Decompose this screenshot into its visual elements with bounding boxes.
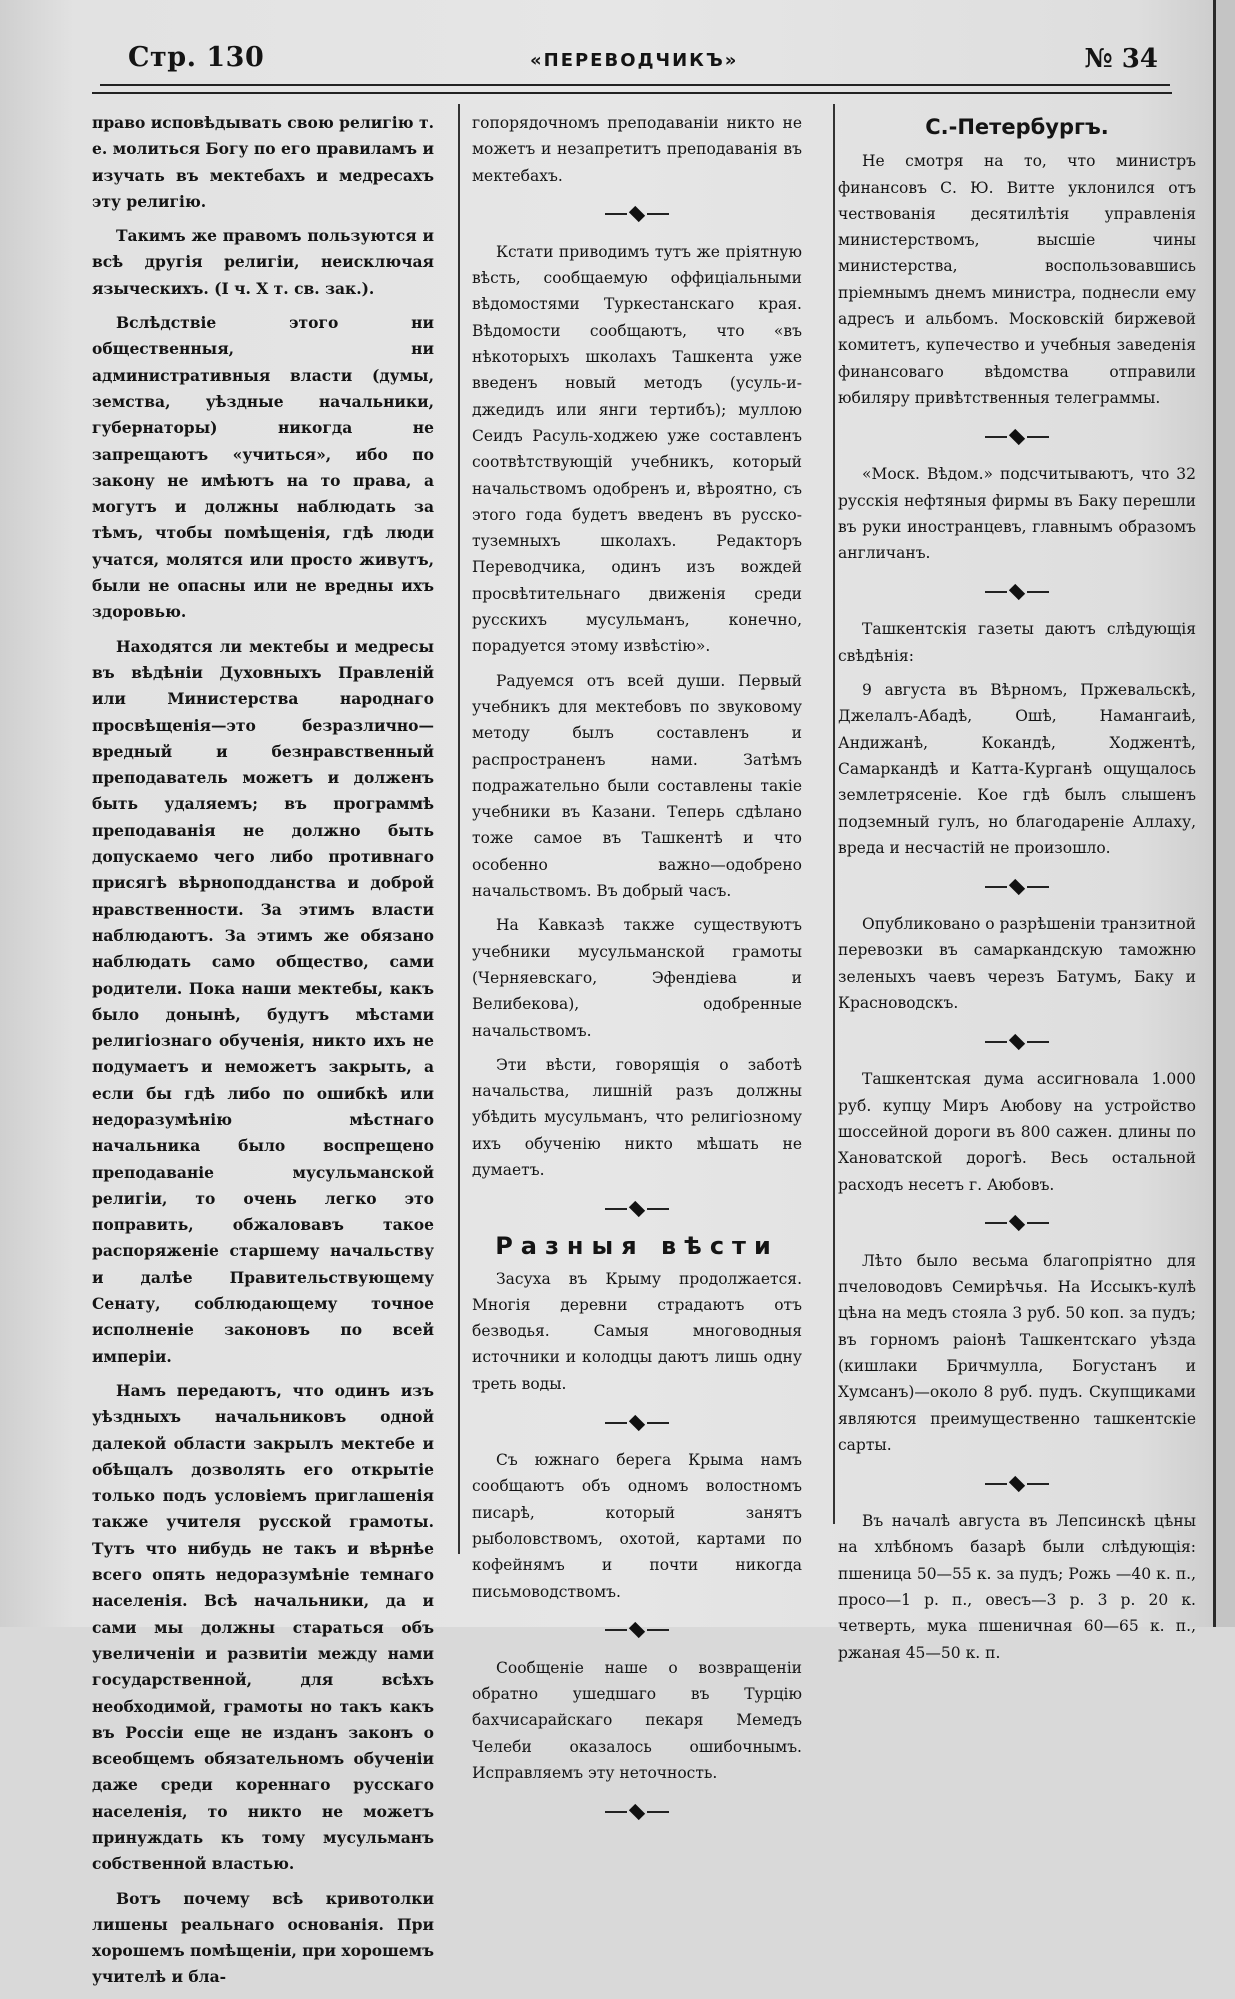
diamond-ornament-icon [1009,878,1025,894]
diamond-ornament-icon [1009,1034,1025,1050]
ornament-divider [838,1206,1196,1240]
page-number: Стр. 130 [128,42,265,73]
header-rule-bottom [92,92,1172,94]
article-paragraph: Намъ передаютъ, что одинъ изъ уѣздныхъ начальниковъ одной далекой области закрылъ мектебе и обѣщалъ дозволять его открытіе только подъ условіемъ приглашенія также учителя русской грамоты. Тутъ что нибудь не такъ и вѣрнѣе всего опять недоразумѣніе темнаго населенія. Всѣ начальники, да и сами мы должны стараться объ увеличеніи и развитіи между нами государственной, для всѣхъ необходимой, грамоты но такъ какъ въ Россіи еще не изданъ законъ о всеобщемъ обязательномъ обученіи даже среди кореннаго русскаго населенія, то никто не можетъ принуждать къ тому мусульманъ собственной властью. [92,1380,434,1874]
ornament-divider [472,1405,802,1439]
article-paragraph: Кстати приводимъ тутъ же пріятную вѣсть, сообщаемую оффиціальными вѣдомостями Туркестанскаго края. Вѣдомости сообщаютъ, что «въ нѣкоторыхъ школахъ Ташкента уже введенъ новый методъ (усуль-и-джедидъ или янги тертибъ); муллою Сеидъ Расуль-ходжею уже составленъ соотвѣтствующій учебникъ, который начальствомъ одобренъ и, вѣроятно, съ этого года будетъ введенъ въ русско-туземныхъ школахъ. Редакторъ Переводчика, одинъ изъ вождей просвѣтительнаго движенія среди русскихъ мусульманъ, конечно, порадуется этому извѣстію». [472,242,802,656]
news-item: 9 августа въ Вѣрномъ, Пржевальскѣ, Джелалъ-Абадѣ, Ошѣ, Намангаиѣ, Андижанѣ, Кокандѣ, Ходжентѣ, Самаркандѣ и Катта-Курганѣ ощущалось землетрясеніе. Кое гдѣ былъ слышенъ подземный гулъ, но благодареніе Аллаху, вреда и несчастій не произошло. [838,681,1196,857]
section-heading: С.-Петербургъ. [925,115,1109,139]
diamond-ornament-icon [1009,1215,1025,1231]
news-item: Сообщеніе наше о возвращеніи обратно ушедшаго въ Турцію бахчисарайскаго пекаря Мемедъ Челеби оказалось ошибочнымъ. Исправляемъ эту неточность. [472,1658,802,1783]
diamond-ornament-icon [629,206,645,222]
news-item: «Моск. Вѣдом.» подсчитываютъ, что 32 русскія нефтяныя фирмы въ Баку перешли въ руки иностранцевъ, главнымъ образомъ англичанъ. [838,465,1196,563]
ornament-divider [472,1191,802,1225]
issue-number: № 34 [1084,44,1158,74]
diamond-ornament-icon [629,1804,645,1820]
ornament-divider [838,574,1196,608]
header-rule-top [100,84,1170,86]
ornament-divider [472,197,802,231]
article-paragraph: Вслѣдствіе этого ни общественныя, ни административныя власти (думы, земства, уѣздные начальники, губернаторы) никогда не запрещаютъ «учиться», ибо по закону не имѣютъ на то права, а могутъ и должны наблюдать за тѣмъ, чтобы помѣщенія, гдѣ люди учатся, молятся или просто живутъ, были не опасны или не вредны ихъ здоровью. [92,313,434,622]
article-paragraph: Находятся ли мектебы и медресы въ вѣдѣніи Духовныхъ Правленій или Министерства народнаго просвѣщенія—это безразлично—вредный и безнравственный преподаватель можетъ и долженъ быть удаляемъ; въ программѣ преподаванія не должно быть допускаемо чего либо противнаго присягѣ вѣрноподданства и доброй нравственности. За этимъ власти наблюдаютъ. За этимъ же обязано наблюдать само общество, сами родители. Пока наши мектебы, какъ было донынѣ, будутъ мѣстами религіознаго обученія, никто ихъ не подумаетъ и неможетъ закрыть, а если бы гдѣ либо по ошибкѣ или недоразумѣнію мѣстнаго начальника было воспрещено преподаваніе мусульманской религіи, то очень легко это поправить, обжаловавъ такое распоряженіе старшему начальству и далѣе Правительствующему Сенату, соблюдающему точное исполненіе законовъ по всей имперіи. [92,636,434,1366]
diamond-ornament-icon [629,1414,645,1430]
article-paragraph: право исповѣдывать свою религію т. е. молиться Богу по его правиламъ и изучать въ мектебахъ и медресахъ эту религію. [92,113,434,211]
news-item: Ташкентскія газеты даютъ слѣдующія свѣдѣнія: [838,620,1196,665]
article-paragraph: Радуемся отъ всей души. Первый учебникъ для мектебовъ по звуковому методу былъ составленъ и распространенъ нами. Затѣмъ подражательно были составлены такіе учебники въ Казани. Теперь сдѣлано тоже самое въ Ташкентѣ и что особенно важно—одобрено начальствомъ. Въ добрый часъ. [472,671,802,901]
news-item: Ташкентская дума ассигновала 1.000 руб. купцу Миръ Аюбову на устройство шоссейной дороги въ 800 сажен. длины по Хановатской дорогѣ. Весь остальной расходъ несетъ г. Аюбовъ. [838,1070,1196,1194]
news-item: Въ началѣ августа въ Лепсинскѣ цѣны на хлѣбномъ базарѣ были слѣдующія: пшеница 50—55 к. за пудъ; Рожь —40 к. п., просо—1 р. п., овесъ—3 р. 3 р. 20 к. четверть, мука пшеничная 60—65 к. п., ржаная 45—50 к. п. [838,1512,1196,1662]
page-header [100,38,1170,78]
news-item: Съ южнаго берега Крыма намъ сообщаютъ объ одномъ волостномъ писарѣ, который занятъ рыболовствомъ, охотой, картами по кофейнямъ и почти никогда письмоводствомъ. [472,1451,802,1601]
diamond-ornament-icon [1009,1476,1025,1492]
column-divider [458,104,460,1554]
column-2 [472,110,802,1836]
diamond-ornament-icon [1009,584,1025,600]
column-1 [92,110,434,1999]
article-paragraph: Вотъ почему всѣ кривотолки лишены реальнаго основанія. При хорошемъ помѣщеніи, при хорошемъ учителѣ и бла- [92,1888,434,1987]
article-paragraph: Эти вѣсти, говорящія о заботѣ начальства, лишній разъ должны убѣдить мусульманъ, что религіозному ихъ обученію никто мѣшать не думаетъ. [472,1055,802,1179]
column-3 [838,110,1196,1674]
news-item: Засуха въ Крыму продолжается. Многія деревни страдаютъ отъ безводья. Самыя многоводныя источники и колодцы даютъ лишь одну треть воды. [472,1269,802,1393]
section-heading: Разныя вѣсти [495,1232,779,1261]
ornament-divider [838,869,1196,903]
ornament-divider [838,1466,1196,1500]
ornament-divider [472,1794,802,1828]
news-item: Лѣто было весьма благопріятно для пчеловодовъ Семирѣчья. На Иссыкъ-кулѣ цѣна на медъ стояла 3 руб. 50 коп. за пудъ; въ горномъ раіонѣ Ташкентскаго уѣзда (кишлаки Бричмулла, Богустанъ и Хумсанъ)—около 8 руб. пудъ. Скупщиками являются преимущественно ташкентскіе сарты. [838,1251,1196,1454]
news-item: Не смотря на то, что министръ финансовъ С. Ю. Витте уклонился отъ чествованія десятилѣтія управленія министерствомъ, высшіе чины министерства, воспользовавшись пріемнымъ днемъ министра, поднесли ему адресъ и альбомъ. Московскій биржевой комитетъ, купечество и учебныя заведенія финансоваго вѣдомства отправили юбиляру привѣтственныя телеграммы. [838,152,1196,407]
article-paragraph: Такимъ же правомъ пользуются и всѣ другія религіи, неисключая языческихъ. (I ч. X т. св. зак.). [92,226,434,298]
column-divider [833,104,835,1524]
newspaper-title: «ПЕРЕВОДЧИКЪ» [530,50,739,71]
diamond-ornament-icon [1009,429,1025,445]
ornament-divider [838,1024,1196,1058]
article-paragraph: гопорядочномъ преподаваніи никто не можетъ и незапретитъ преподаванія въ мектебахъ. [472,114,802,185]
diamond-ornament-icon [629,1201,645,1217]
news-item: Опубликовано о разрѣшеніи транзитной перевозки въ самаркандскую таможню зеленыхъ чаевъ черезъ Батумъ, Баку и Красноводскъ. [838,915,1196,1013]
ornament-divider [838,419,1196,453]
diamond-ornament-icon [629,1622,645,1638]
article-paragraph: На Кавказѣ также существуютъ учебники мусульманской грамоты (Черняевскаго, Эфендіева и Велибекова), одобренные начальствомъ. [472,916,802,1040]
page-binding-edge [1213,0,1235,1627]
ornament-divider [472,1613,802,1647]
